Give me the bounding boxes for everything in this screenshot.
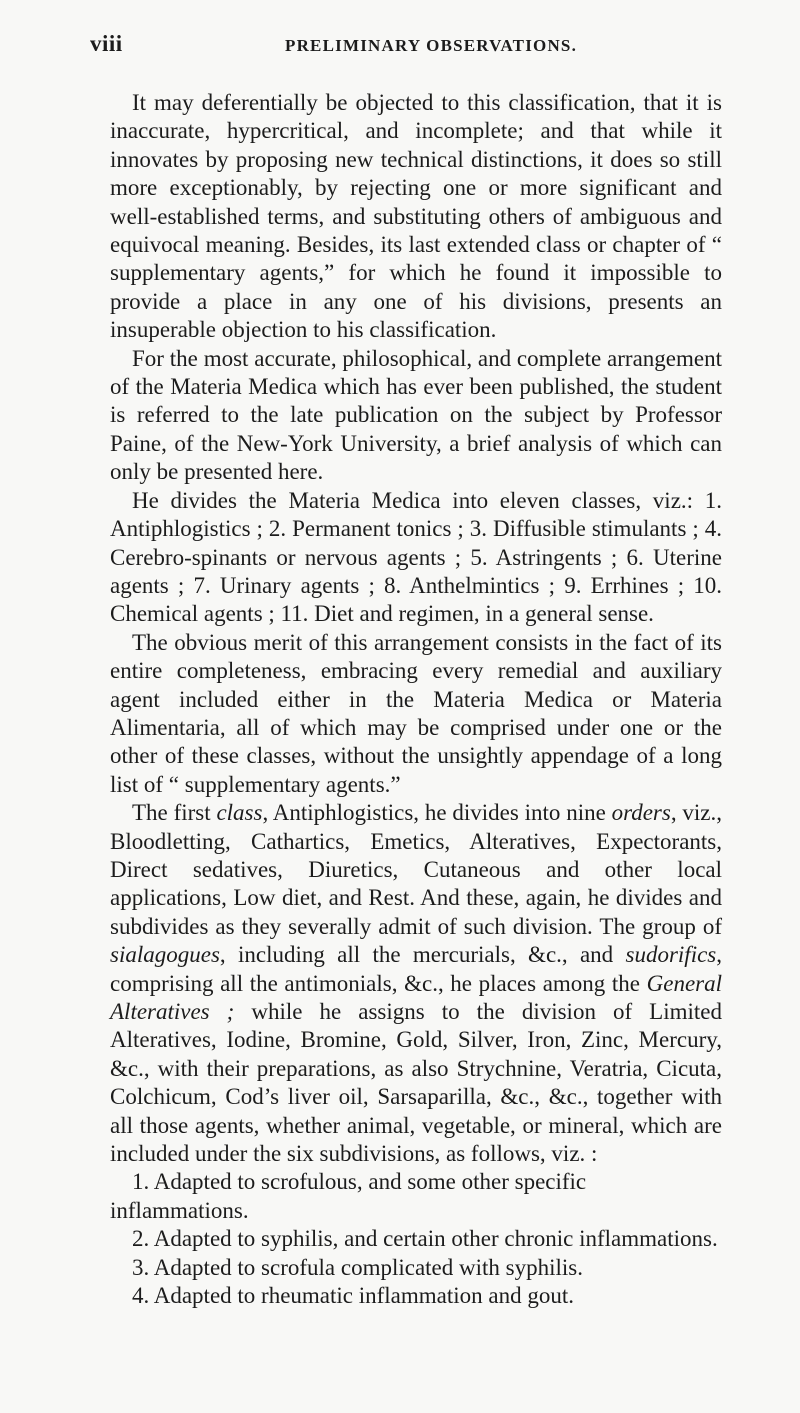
text-run: He divides the Materia Medica into eleven classes, viz.: 1. Antiphlogistics ; 2. Permanent tonics ; 3. Diffusible stimulants ; 4. Cerebro-spinants or nervous agents ; 5. Astringents ; 6. Uterine agents ; 7. Urinary agents ; 8. Anthelmintics ; 9. Errhines ; 10. Chemical agents ; 11. Diet and regimen, in a general sense. [110,487,722,627]
text-run: , comprising all the antimonials, &c., he places among the [110,942,722,996]
text-run: , viz., Bloodletting, Cathartics, Emetics, Alteratives, Expectorants, Direct sedatives, Diuretics, Cutaneous and other local applications, Low diet, and Rest. And these, again, he divides and subdivides as they severally admit of such division. The group of [110,800,723,939]
body-text [110,89,722,1310]
italic-text: class [216,800,263,826]
paragraph [110,629,722,799]
paragraph [110,487,722,629]
text-run: , Antiphlogistics, he divides into nine [262,800,612,826]
paragraph [110,799,722,1168]
paragraph [110,345,722,487]
list-item: 4. Adapted to rheumatic inflammation and gout. [132,1283,575,1309]
text-run: The first [132,800,217,826]
list-item: 2. Adapted to syphilis, and certain other chronic inflammations. [132,1226,718,1252]
list-item: 1. Adapted to scrofulous, and some other specific inflammations. [110,1169,587,1223]
text-run: , including all the mercurials, &c., and [219,942,626,968]
running-title: PRELIMINARY OBSERVATIONS. [285,36,578,55]
italic-text: orders [611,800,671,826]
paragraph [110,89,722,345]
paragraphs [110,89,722,1168]
text-run: The obvious merit of this arrangement consists in the fact of its entire completeness, embracing every remedial and auxiliary agent included either in the Materia Medica or Materia Alimentaria, all of which may be comprised under one or the other of these classes, without the unsightly appendage of a long list of “ supplementary agents.” [110,629,722,797]
italic-text: sudorifics [625,942,717,968]
italic-text: sialagogues [110,942,220,968]
italic-text: General Alteratives ; [110,970,722,1024]
page-number: viii [90,31,123,56]
subdivision-list [110,1168,722,1310]
page-header [90,30,690,58]
text-run: while he assigns to the division of Limited Alteratives, Iodine, Bromine, Gold, Silver, Iron, Zinc, Mercury, &c., with their preparations, as also Strychnine, Veratria, Cicuta, Colchicum, Cod’s liver oil, Sarsaparilla, &c., &c., together with all those agents, whether animal, vegetable, or mineral, which are included under the six subdivisions, as follows, viz. : [110,999,722,1167]
list-item: 3. Adapted to scrofula complicated with syphilis. [132,1254,583,1280]
text-run: For the most accurate, philosophical, and complete arrangement of the Materia Medica which has ever been published, the student is referred to the late publication on the subject by Professor Paine, of the New-York University, a brief analysis of which can only be presented here. [110,345,722,485]
text-run: It may deferentially be objected to this classification, that it is inaccurate, hypercritical, and incomplete; and that while it innovates by proposing new technical distinctions, it does so still more exceptionably, by rejecting one or more significant and well-established terms, and substituting others of ambiguous and equivocal meaning. Besides, its last extended class or chapter of “ supplementary agents,” for which he found it impossible to provide a place in any one of his divisions, presents an insuperable objection to his classification. [110,90,722,343]
